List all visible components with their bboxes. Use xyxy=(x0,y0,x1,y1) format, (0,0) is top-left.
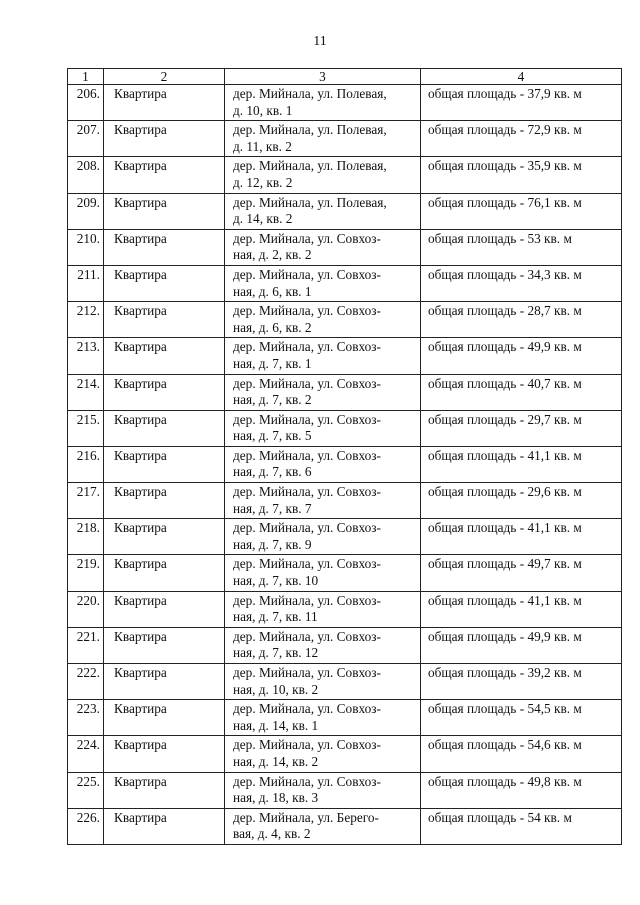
table-row xyxy=(68,121,622,157)
address-line-1: дер. Мийнала, ул. Совхоз- xyxy=(233,303,381,319)
property-address xyxy=(225,664,421,700)
address-line-1: дер. Мийнала, ул. Совхоз- xyxy=(233,556,381,572)
address-line-1: дер. Мийнала, ул. Совхоз- xyxy=(233,411,381,427)
property-area: общая площадь - 72,9 кв. м xyxy=(421,121,622,157)
property-area: общая площадь - 41,1 кв. м xyxy=(421,446,622,482)
table-row xyxy=(68,374,622,410)
property-type: Квартира xyxy=(104,664,225,700)
table-row xyxy=(68,519,622,555)
property-type: Квартира xyxy=(104,772,225,808)
address-line-2: ная, д. 7, кв. 10 xyxy=(233,573,319,589)
address-line-1: дер. Мийнала, ул. Совхоз- xyxy=(233,737,381,753)
table-row xyxy=(68,85,622,121)
page-number: 11 xyxy=(313,34,327,49)
row-number: 210. xyxy=(68,229,104,265)
property-address xyxy=(225,338,421,374)
address-line-2: ная, д. 7, кв. 6 xyxy=(233,464,312,480)
column-header-1: 1 xyxy=(68,69,104,85)
property-address xyxy=(225,446,421,482)
row-number: 221. xyxy=(68,627,104,663)
property-type: Квартира xyxy=(104,483,225,519)
property-area: общая площадь - 41,1 кв. м xyxy=(421,591,622,627)
address-line-2: ная, д. 7, кв. 7 xyxy=(233,500,312,516)
address-line-1: дер. Мийнала, ул. Совхоз- xyxy=(233,773,381,789)
property-area: общая площадь - 41,1 кв. м xyxy=(421,519,622,555)
property-area: общая площадь - 29,7 кв. м xyxy=(421,410,622,446)
property-type: Квартира xyxy=(104,193,225,229)
property-area: общая площадь - 39,2 кв. м xyxy=(421,664,622,700)
table-row xyxy=(68,193,622,229)
property-type: Квартира xyxy=(104,265,225,301)
property-address xyxy=(225,591,421,627)
row-number: 217. xyxy=(68,483,104,519)
address-line-1: дер. Мийнала, ул. Совхоз- xyxy=(233,375,381,391)
property-type: Квартира xyxy=(104,591,225,627)
address-line-1: дер. Мийнала, ул. Совхоз- xyxy=(233,665,381,680)
address-line-1: дер. Мийнала, ул. Полевая, xyxy=(233,194,387,210)
row-number: 222. xyxy=(68,664,104,700)
address-line-1: дер. Мийнала, ул. Совхоз- xyxy=(233,447,381,463)
property-address xyxy=(225,121,421,157)
table-row xyxy=(68,808,622,844)
address-line-2: д. 11, кв. 2 xyxy=(233,138,292,154)
property-area: общая площадь - 49,7 кв. м xyxy=(421,555,622,591)
property-area: общая площадь - 40,7 кв. м xyxy=(421,374,622,410)
row-number: 214. xyxy=(68,374,104,410)
table-row xyxy=(68,700,622,736)
property-address xyxy=(225,85,421,121)
address-line-2: ная, д. 14, кв. 2 xyxy=(233,753,319,769)
property-area: общая площадь - 54,6 кв. м xyxy=(421,736,622,772)
address-line-1: дер. Мийнала, ул. Совхоз- xyxy=(233,701,381,717)
property-type: Квартира xyxy=(104,302,225,338)
address-line-2: ная, д. 6, кв. 1 xyxy=(233,283,312,299)
row-number: 215. xyxy=(68,410,104,446)
property-address xyxy=(225,483,421,519)
row-number: 212. xyxy=(68,302,104,338)
address-line-1: дер. Мийнала, ул. Совхоз- xyxy=(233,266,381,282)
column-header-4: 4 xyxy=(421,69,622,85)
row-number: 218. xyxy=(68,519,104,555)
property-address xyxy=(225,808,421,844)
property-address xyxy=(225,229,421,265)
row-number: 208. xyxy=(68,157,104,193)
row-number: 211. xyxy=(68,265,104,301)
address-line-1: дер. Мийнала, ул. Совхоз- xyxy=(233,484,381,500)
property-type: Квартира xyxy=(104,410,225,446)
property-area: общая площадь - 37,9 кв. м xyxy=(421,85,622,121)
address-line-1: дер. Мийнала, ул. Совхоз- xyxy=(233,520,381,536)
column-header-2: 2 xyxy=(104,69,225,85)
table-row xyxy=(68,446,622,482)
property-type: Квартира xyxy=(104,374,225,410)
property-area: общая площадь - 29,6 кв. м xyxy=(421,483,622,519)
property-area: общая площадь - 54,5 кв. м xyxy=(421,700,622,736)
property-address xyxy=(225,736,421,772)
address-line-1: дер. Мийнала, ул. Совхоз- xyxy=(233,628,381,644)
address-line-1: дер. Мийнала, ул. Совхоз- xyxy=(233,339,381,355)
row-number: 220. xyxy=(68,591,104,627)
address-line-2: д. 14, кв. 2 xyxy=(233,211,293,227)
address-line-2: ная, д. 14, кв. 1 xyxy=(233,717,319,733)
property-type: Квартира xyxy=(104,627,225,663)
row-number: 223. xyxy=(68,700,104,736)
property-address xyxy=(225,157,421,193)
address-line-2: ная, д. 10, кв. 2 xyxy=(233,681,319,697)
table-row xyxy=(68,410,622,446)
property-area: общая площадь - 49,9 кв. м xyxy=(421,627,622,663)
address-line-2: ная, д. 7, кв. 12 xyxy=(233,645,319,661)
address-line-2: ная, д. 7, кв. 1 xyxy=(233,355,312,371)
property-area: общая площадь - 54 кв. м xyxy=(421,808,622,844)
property-type: Квартира xyxy=(104,446,225,482)
address-line-2: д. 12, кв. 2 xyxy=(233,174,293,190)
address-line-1: дер. Мийнала, ул. Совхоз- xyxy=(233,230,381,246)
property-address xyxy=(225,374,421,410)
table-row xyxy=(68,627,622,663)
row-number: 216. xyxy=(68,446,104,482)
property-area: общая площадь - 76,1 кв. м xyxy=(421,193,622,229)
property-area: общая площадь - 53 кв. м xyxy=(421,229,622,265)
row-number: 226. xyxy=(68,808,104,844)
address-line-2: ная, д. 6, кв. 2 xyxy=(233,319,312,335)
address-line-2: д. 10, кв. 1 xyxy=(233,102,293,118)
row-number: 207. xyxy=(68,121,104,157)
column-header-3: 3 xyxy=(225,69,421,85)
property-type: Квартира xyxy=(104,700,225,736)
table-row xyxy=(68,591,622,627)
address-line-2: ная, д. 2, кв. 2 xyxy=(233,247,312,263)
table-row xyxy=(68,736,622,772)
table-row xyxy=(68,664,622,700)
property-address xyxy=(225,410,421,446)
property-type: Квартира xyxy=(104,808,225,844)
table-row xyxy=(68,302,622,338)
property-area: общая площадь - 35,9 кв. м xyxy=(421,157,622,193)
property-type: Квартира xyxy=(104,338,225,374)
address-line-1: дер. Мийнала, ул. Берего- xyxy=(233,809,379,825)
address-line-1: дер. Мийнала, ул. Совхоз- xyxy=(233,592,381,608)
property-type: Квартира xyxy=(104,85,225,121)
row-number: 209. xyxy=(68,193,104,229)
row-number: 213. xyxy=(68,338,104,374)
property-area: общая площадь - 49,9 кв. м xyxy=(421,338,622,374)
table-header-row xyxy=(68,69,622,85)
row-number: 219. xyxy=(68,555,104,591)
property-type: Квартира xyxy=(104,519,225,555)
address-line-1: дер. Мийнала, ул. Полевая, xyxy=(233,86,387,101)
address-line-2: ная, д. 18, кв. 3 xyxy=(233,790,319,806)
property-address xyxy=(225,302,421,338)
property-area: общая площадь - 28,7 кв. м xyxy=(421,302,622,338)
property-address xyxy=(225,627,421,663)
property-address xyxy=(225,265,421,301)
property-type: Квартира xyxy=(104,229,225,265)
property-type: Квартира xyxy=(104,121,225,157)
table-row xyxy=(68,265,622,301)
table-row xyxy=(68,338,622,374)
property-address xyxy=(225,555,421,591)
address-line-2: ная, д. 7, кв. 2 xyxy=(233,392,312,408)
table-row xyxy=(68,483,622,519)
table-row xyxy=(68,555,622,591)
property-address xyxy=(225,193,421,229)
table-row xyxy=(68,157,622,193)
property-address xyxy=(225,772,421,808)
address-line-1: дер. Мийнала, ул. Полевая, xyxy=(233,122,387,138)
address-line-2: ная, д. 7, кв. 11 xyxy=(233,609,318,625)
property-type: Квартира xyxy=(104,736,225,772)
property-type: Квартира xyxy=(104,555,225,591)
property-address xyxy=(225,519,421,555)
row-number: 225. xyxy=(68,772,104,808)
table-row xyxy=(68,772,622,808)
row-number: 206. xyxy=(68,85,104,121)
address-line-2: вая, д. 4, кв. 2 xyxy=(233,826,311,842)
property-area: общая площадь - 49,8 кв. м xyxy=(421,772,622,808)
property-address xyxy=(225,700,421,736)
property-table xyxy=(67,68,622,845)
address-line-2: ная, д. 7, кв. 5 xyxy=(233,428,312,444)
property-area: общая площадь - 34,3 кв. м xyxy=(421,265,622,301)
property-type: Квартира xyxy=(104,157,225,193)
table-row xyxy=(68,229,622,265)
address-line-2: ная, д. 7, кв. 9 xyxy=(233,536,312,552)
row-number: 224. xyxy=(68,736,104,772)
address-line-1: дер. Мийнала, ул. Полевая, xyxy=(233,158,387,174)
